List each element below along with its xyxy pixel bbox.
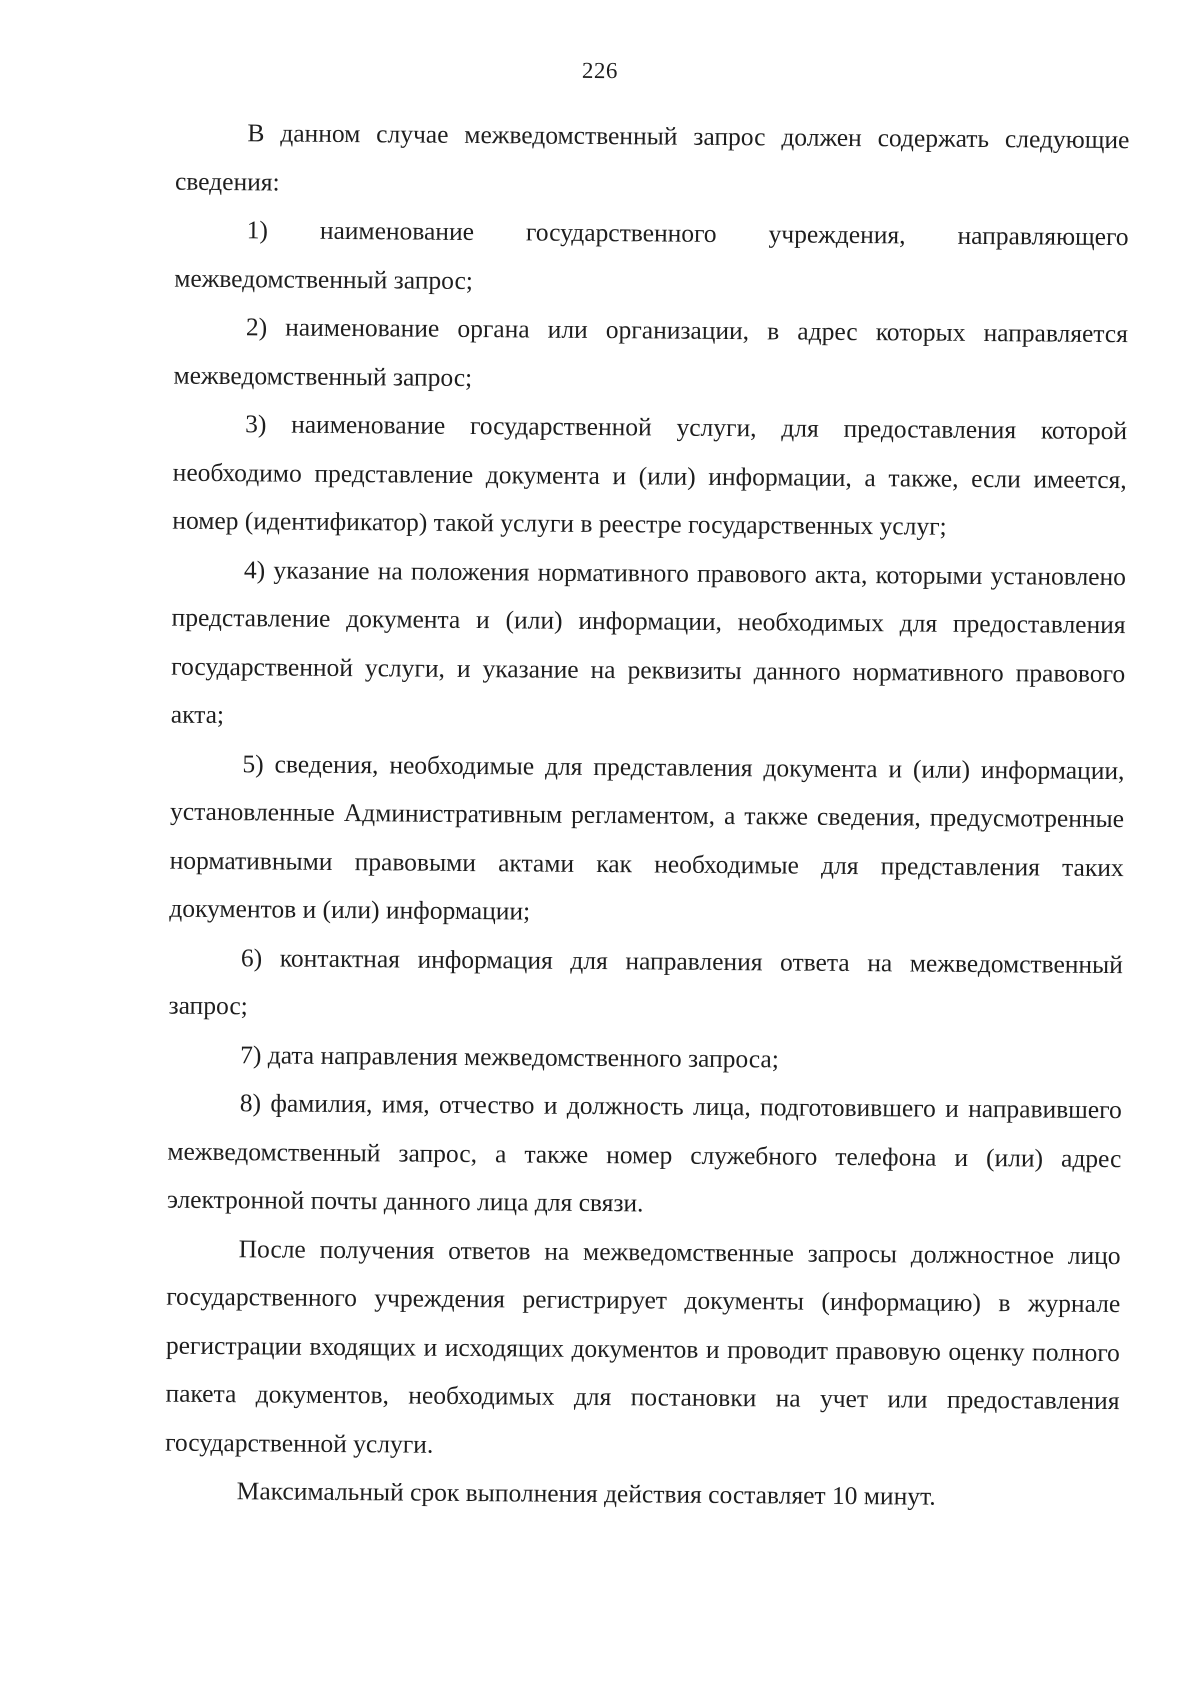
- paragraph-intro: В данном случае межведомственный запрос должен содержать следующие сведения:: [174, 118, 1130, 196]
- paragraph-max-time: Максимальный срок выполнения действия составляет 10 минут.: [236, 1476, 936, 1511]
- list-item-4: 4) указание на положения нормативного правового акта, которыми установлено представление документа и (или) информации, необходимых для предоставления государственной услуги, и указание на реквизиты данного нормативного правового акта;: [170, 554, 1127, 730]
- list-item-5: 5) сведения, необходимые для представления документа и (или) информации, установленные Административным регламентом, а также сведения, предусмотренные нормативными правовыми актами как необходимые для представления таких документов и (или) информации;: [169, 748, 1125, 926]
- page-number: 226: [581, 57, 619, 84]
- list-item-8: 8) фамилия, имя, отчество и должность лица, подготовившего и направившего межведомственный запрос, а также номер служебного телефона и (или) адрес электронной почты данного лица для связи.: [166, 1088, 1122, 1218]
- list-item-7: 7) дата направления межведомственного запроса;: [240, 1039, 780, 1073]
- list-item-2: 2) наименование органа или организации, в адрес которых направляется межведомственный запрос;: [173, 312, 1128, 392]
- list-item-1: 1) наименование государственного учреждения, направляющего межведомственный запрос;: [174, 215, 1129, 295]
- paragraph-after-responses: После получения ответов на межведомственные запросы должностное лицо государственного учреждения регистрирует документы (информацию) в журнале регистрации входящих и исходящих документов и проводит правовую оценку полного пакета документов, необходимых для постановки на учет или предоставления государственной услуги.: [165, 1233, 1121, 1459]
- list-item-6: 6) контактная информация для направления ответа на межведомственный запрос;: [168, 942, 1124, 1021]
- document-body: [165, 109, 1130, 1523]
- list-item-3: 3) наименование государственной услуги, для предоставления которой необходимо представление документа и (или) информации, а также, если имеется, номер (идентификатор) такой услуги в реестре государственных услуг;: [172, 409, 1128, 541]
